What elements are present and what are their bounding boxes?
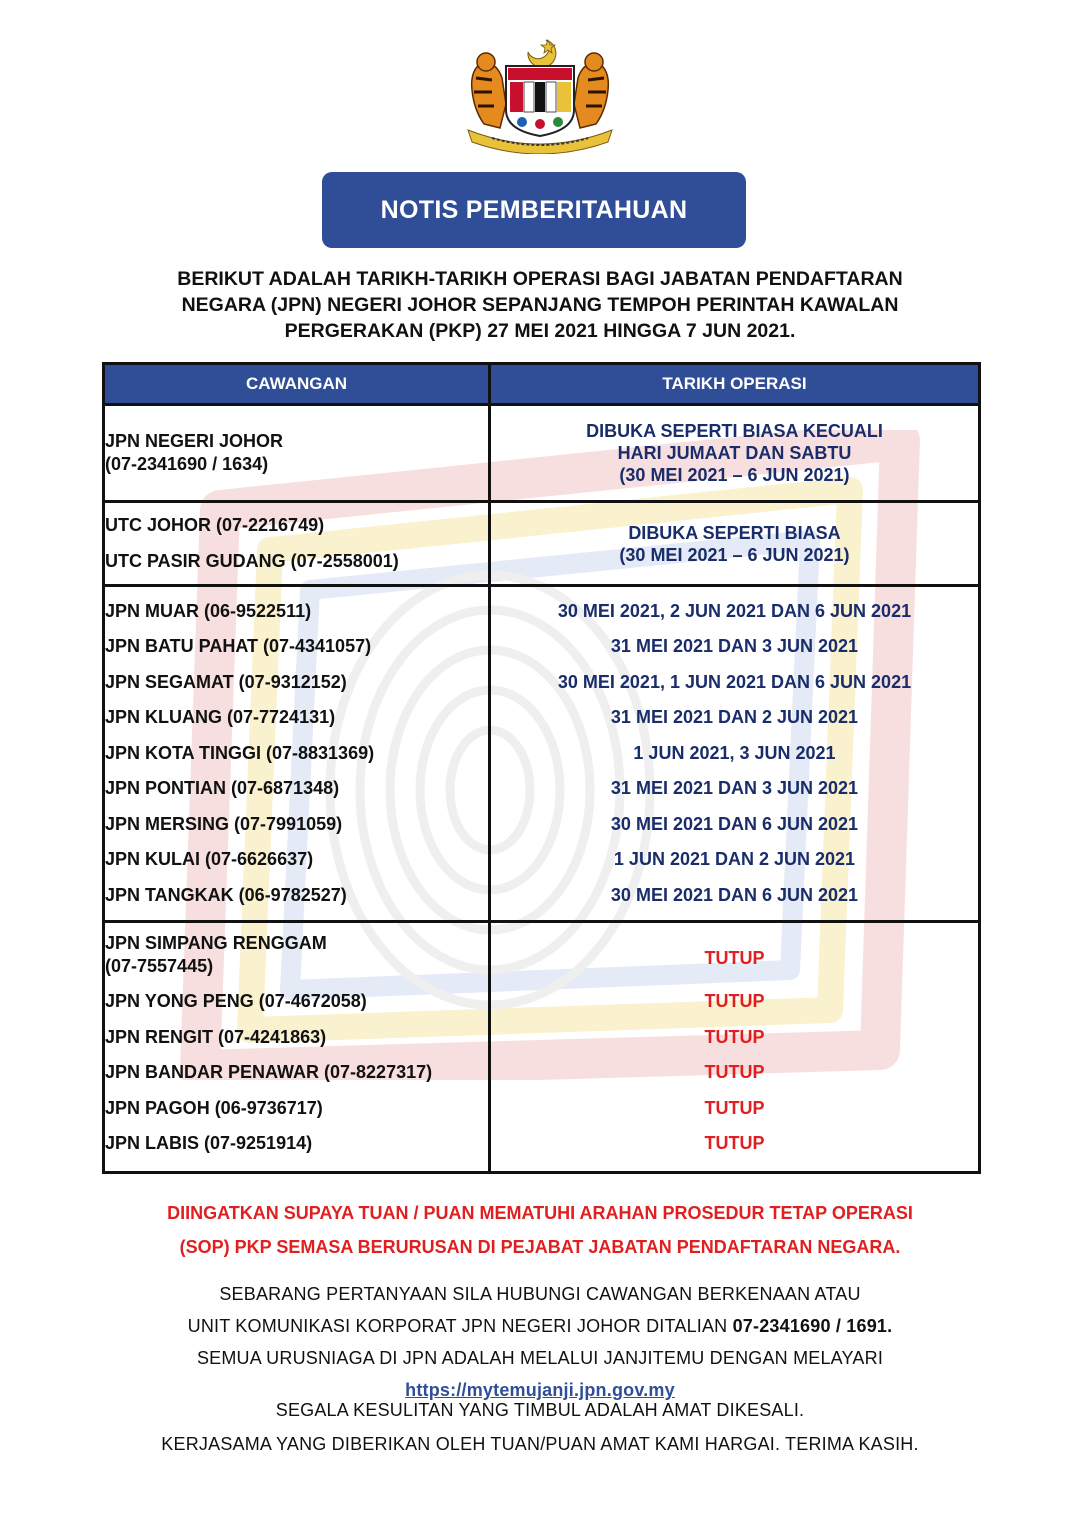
appointment-link[interactable]: https://mytemujanji.jpn.gov.my xyxy=(405,1380,675,1400)
warning-line: (SOP) PKP SEMASA BERURUSAN DI PEJABAT JABATAN PENDAFTARAN NEGARA. xyxy=(179,1237,901,1257)
branch-phone: (07-2341690 / 1634) xyxy=(105,454,269,474)
dates-line: 30 MEI 2021 DAN 6 JUN 2021 xyxy=(610,813,859,834)
closed-status: TUTUP xyxy=(704,1026,765,1047)
dates-line: HARI JUMAAT DAN SABTU xyxy=(617,443,852,463)
dates-line: 31 MEI 2021 DAN 3 JUN 2021 xyxy=(610,636,859,657)
branch-name: JPN BANDAR PENAWAR (07-8227317) xyxy=(105,1062,433,1083)
operations-table xyxy=(102,362,981,1174)
closed-status: TUTUP xyxy=(704,948,765,969)
sop-warning xyxy=(60,1196,1020,1264)
table-row xyxy=(104,405,980,502)
intro-line: PERGERAKAN (PKP) 27 MEI 2021 HINGGA 7 JUN 2021. xyxy=(284,320,796,342)
branch-name: JPN BATU PAHAT (07-4341057) xyxy=(105,636,372,657)
closed-status: TUTUP xyxy=(704,1097,765,1118)
dates-cell xyxy=(490,405,980,502)
branch-name: JPN NEGERI JOHOR xyxy=(105,431,284,451)
warning-line: DIINGATKAN SUPAYA TUAN / PUAN MEMATUHI ARAHAN PROSEDUR TETAP OPERASI xyxy=(167,1203,913,1223)
branch-name: JPN LABIS (07-9251914) xyxy=(105,1133,313,1154)
branch-name: JPN MERSING (07-7991059) xyxy=(105,813,343,834)
branch-name: JPN SEGAMAT (07-9312152) xyxy=(105,671,347,692)
closing-line: SEGALA KESULITAN YANG TIMBUL ADALAH AMAT DIKESALI. xyxy=(275,1400,805,1420)
branch-name: JPN RENGIT (07-4241863) xyxy=(105,1026,327,1047)
branch-name: JPN KULAI (07-6626637) xyxy=(105,849,314,870)
dates-cell xyxy=(490,586,980,922)
info-line: SEMUA URUSNIAGA DI JPN ADALAH MELALUI JANJITEMU DENGAN MELAYARI xyxy=(196,1348,884,1368)
branch-name: JPN PAGOH (06-9736717) xyxy=(105,1097,323,1118)
dates-line: 30 MEI 2021, 2 JUN 2021 DAN 6 JUN 2021 xyxy=(557,600,912,621)
dates-line: (30 MEI 2021 – 6 JUN 2021) xyxy=(619,544,850,565)
table-header-row xyxy=(104,364,980,405)
dates-line: DIBUKA SEPERTI BIASA KECUALI xyxy=(586,421,883,441)
branch-cell xyxy=(104,922,490,1173)
notice-title: NOTIS PEMBERITAHUAN xyxy=(322,172,746,248)
dates-line: 31 MEI 2021 DAN 3 JUN 2021 xyxy=(610,778,859,799)
intro-text xyxy=(90,266,990,344)
branch-name: JPN KLUANG (07-7724131) xyxy=(105,707,336,728)
info-line: SEBARANG PERTANYAAN SILA HUBUNGI CAWANGAN BERKENAAN ATAU xyxy=(219,1284,861,1304)
branch-name: JPN TANGKAK (06-9782527) xyxy=(105,884,347,905)
dates-line: 30 MEI 2021, 1 JUN 2021 DAN 6 JUN 2021 xyxy=(557,671,912,692)
closed-status: TUTUP xyxy=(704,1062,765,1083)
contact-info xyxy=(60,1278,1020,1406)
branch-name: JPN MUAR (06-9522511) xyxy=(105,600,312,621)
branch-cell xyxy=(104,502,490,586)
branch-name: JPN PONTIAN (07-6871348) xyxy=(105,778,340,799)
hotline-number: 07-2341690 / 1691. xyxy=(732,1316,893,1336)
coat-of-arms-emblem xyxy=(462,34,618,154)
branch-name: JPN YONG PENG (07-4672058) xyxy=(105,991,367,1012)
table-row xyxy=(104,586,980,922)
table-row xyxy=(104,922,980,1173)
dates-line: 31 MEI 2021 DAN 2 JUN 2021 xyxy=(610,707,859,728)
dates-line: 1 JUN 2021 DAN 2 JUN 2021 xyxy=(613,849,856,870)
intro-line: NEGARA (JPN) NEGERI JOHOR SEPANJANG TEMPOH PERINTAH KAWALAN xyxy=(181,294,899,316)
closing-line: KERJASAMA YANG DIBERIKAN OLEH TUAN/PUAN AMAT KAMI HARGAI. TERIMA KASIH. xyxy=(161,1434,919,1454)
dates-line: DIBUKA SEPERTI BIASA xyxy=(628,522,841,543)
closed-status: TUTUP xyxy=(704,991,765,1012)
column-header-dates: TARIKH OPERASI xyxy=(490,364,980,405)
table-row xyxy=(104,502,980,586)
dates-cell xyxy=(490,922,980,1173)
dates-cell xyxy=(490,502,980,586)
branch-phone: (07-7557445) xyxy=(105,956,214,977)
branch-cell xyxy=(104,586,490,922)
closed-status: TUTUP xyxy=(704,1133,765,1154)
info-line xyxy=(60,1310,1020,1342)
branch-name: JPN SIMPANG RENGGAM xyxy=(105,933,327,954)
dates-line: 30 MEI 2021 DAN 6 JUN 2021 xyxy=(610,884,859,905)
info-text: UNIT KOMUNIKASI KORPORAT JPN NEGERI JOHOR DITALIAN xyxy=(187,1316,733,1336)
closing-remarks xyxy=(60,1393,1020,1461)
branch-cell xyxy=(104,405,490,502)
dates-line: (30 MEI 2021 – 6 JUN 2021) xyxy=(619,465,850,485)
branch-name: UTC JOHOR (07-2216749) xyxy=(105,515,325,535)
column-header-branch: CAWANGAN xyxy=(104,364,490,405)
branch-name: UTC PASIR GUDANG (07-2558001) xyxy=(105,550,399,571)
branch-name: JPN KOTA TINGGI (07-8831369) xyxy=(105,742,375,763)
intro-line: BERIKUT ADALAH TARIKH-TARIKH OPERASI BAGI JABATAN PENDAFTARAN xyxy=(177,268,903,290)
dates-line: 1 JUN 2021, 3 JUN 2021 xyxy=(633,742,836,763)
